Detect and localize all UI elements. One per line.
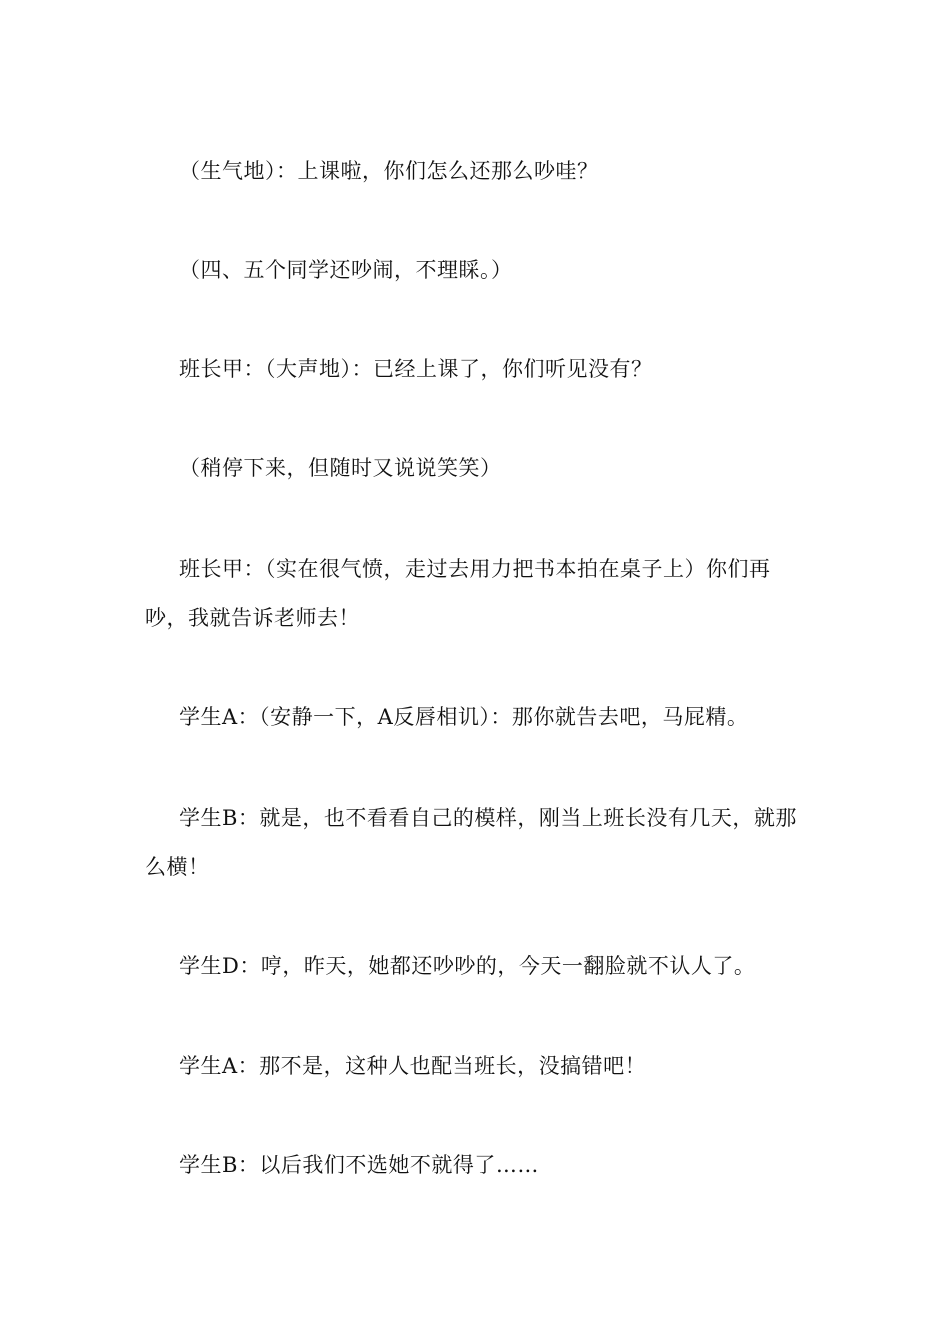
dialogue-paragraph: 班长甲：（实在很气愤，走过去用力把书本拍在桌子上）你们再吵，我就告诉老师去！ bbox=[145, 557, 771, 630]
dialogue-paragraph: （生气地）：上课啦，你们怎么还那么吵哇？ bbox=[179, 159, 599, 183]
dialogue-paragraph: 学生A：那不是，这种人也配当班长，没搞错吧！ bbox=[179, 1054, 647, 1078]
stage-direction-paragraph: （稍停下来，但随时又说说笑笑） bbox=[179, 456, 502, 480]
stage-direction-paragraph: （四、五个同学还吵闹，不理睬。） bbox=[179, 258, 513, 282]
dialogue-paragraph: 学生B：就是，也不看看自己的模样，刚当上班长没有几天，就那么横！ bbox=[145, 806, 797, 879]
dialogue-paragraph: 学生A：（安静一下，A反唇相讥）：那你就告去吧，马屁精。 bbox=[179, 705, 749, 729]
dialogue-paragraph: 学生B：以后我们不选她不就得了…… bbox=[179, 1153, 539, 1177]
dialogue-paragraph: 学生D：哼，昨天，她都还吵吵的，今天一翻脸就不认人了。 bbox=[179, 954, 756, 978]
dialogue-paragraph: 班长甲：（大声地）：已经上课了，你们听见没有？ bbox=[179, 357, 653, 381]
